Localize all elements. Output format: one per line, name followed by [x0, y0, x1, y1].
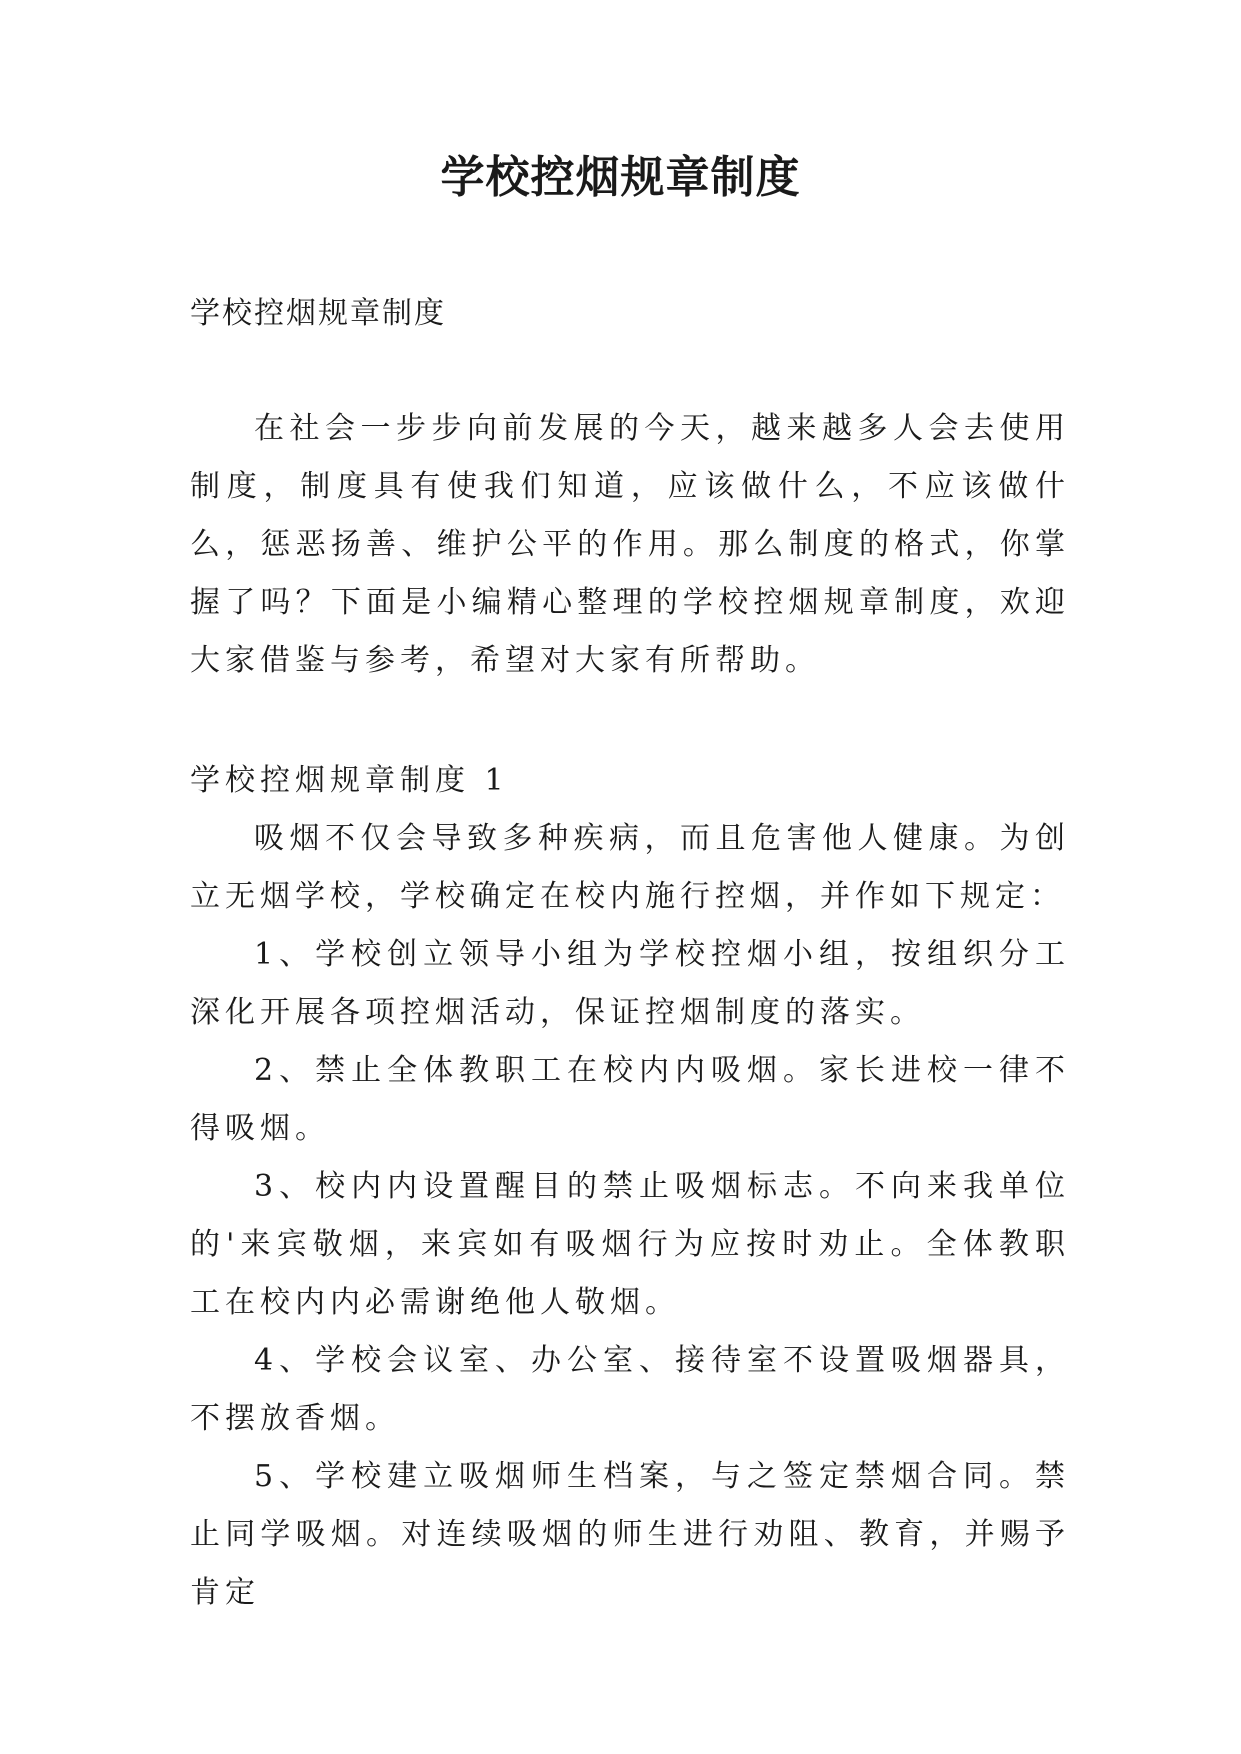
rule-item-2: 2、禁止全体教职工在校内内吸烟。家长进校一律不得吸烟。 — [190, 1053, 1070, 1146]
paragraph: 吸烟不仅会导致多种疾病，而且危害他人健康。为创立无烟学校，学校确定在校内施行控烟，并作如下规定： — [190, 821, 1070, 914]
section-heading: 学校控烟规章制度 1 — [190, 763, 509, 798]
rule-item-4: 4、学校会议室、办公室、接待室不设置吸烟器具，不摆放香烟。 — [190, 1343, 1070, 1436]
rule-item-1: 1、学校创立领导小组为学校控烟小组，按组织分工深化开展各项控烟活动，保证控烟制度的落实。 — [190, 937, 1070, 1030]
rule-item-5: 5、学校建立吸烟师生档案，与之签定禁烟合同。禁止同学吸烟。对连续吸烟的师生进行劝阻、教育，并赐予肯定 — [190, 1459, 1070, 1610]
intro-block — [190, 400, 1070, 690]
rule-item-3: 3、校内内设置醒目的禁止吸烟标志。不向来我单位的'来宾敬烟，来宾如有吸烟行为应按时劝止。全体教职工在校内内必需谢绝他人敬烟。 — [190, 1169, 1070, 1320]
section-1 — [190, 752, 1070, 1622]
document-title: 学校控烟规章制度 — [440, 152, 801, 203]
document-subtitle: 学校控烟规章制度 — [190, 296, 446, 331]
intro-paragraph: 在社会一步步向前发展的今天，越来越多人会去使用制度，制度具有使我们知道，应该做什么，不应该做什么，惩恶扬善、维护公平的作用。那么制度的格式，你掌握了吗？下面是小编精心整理的学校控烟规章制度，欢迎大家借鉴与参考，希望对大家有所帮助。 — [190, 411, 1070, 678]
